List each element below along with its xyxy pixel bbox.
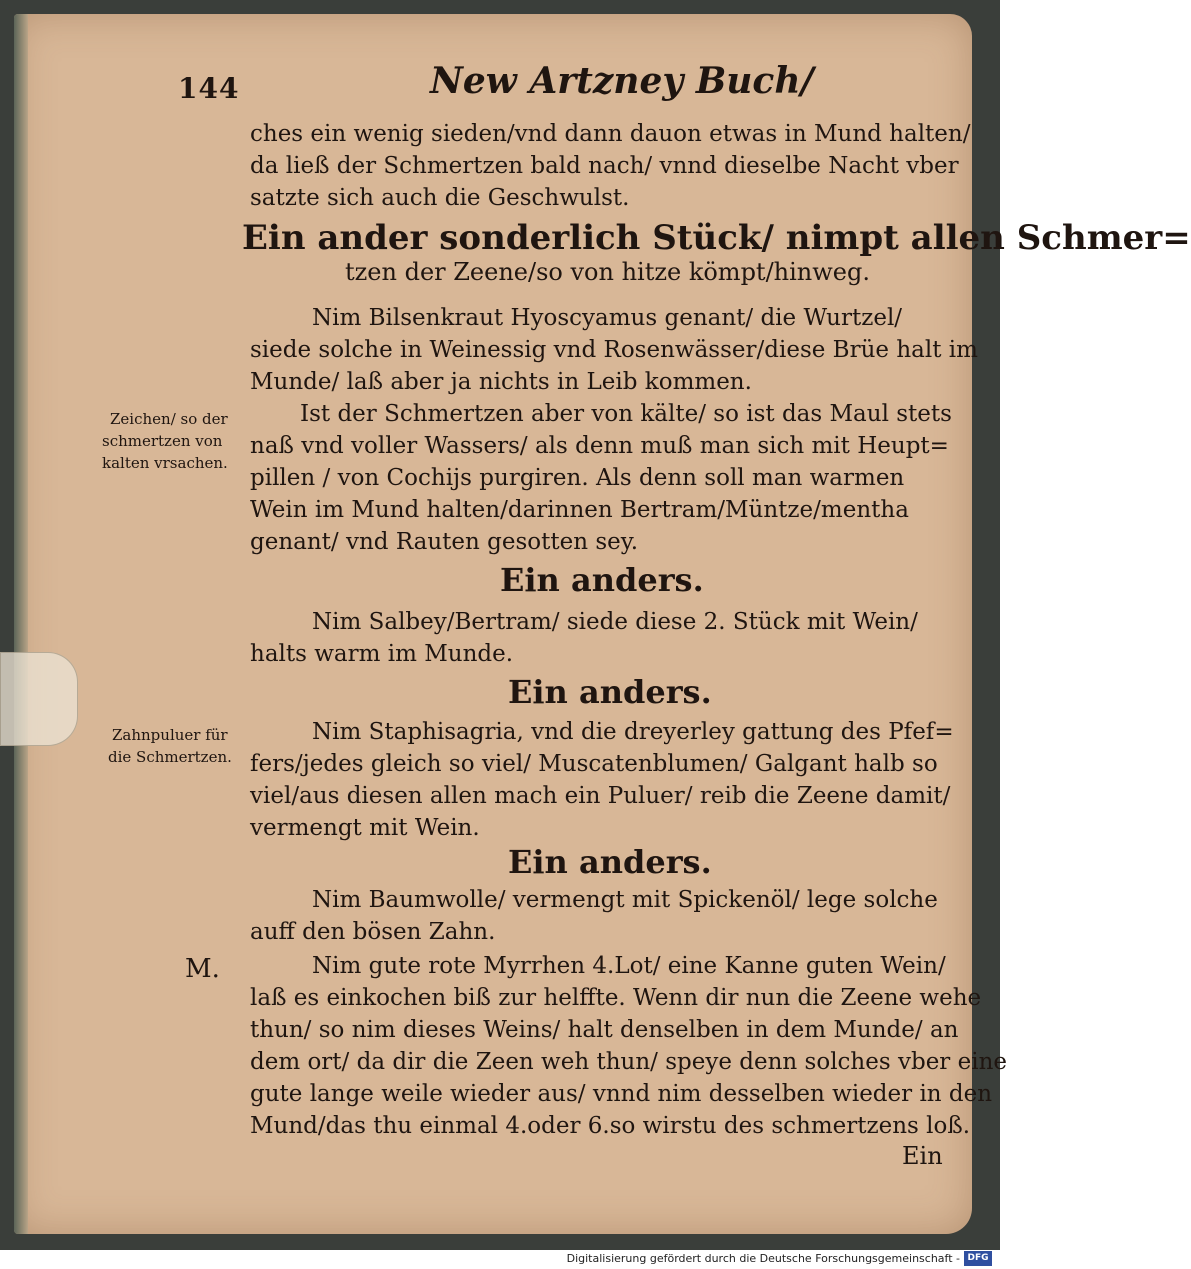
text-line: da ließ der Schmertzen bald nach/ vnnd dieselbe Nacht vber — [250, 153, 959, 179]
margin-note-line: kalten vrsachen. — [102, 454, 228, 472]
text-line: Nim Staphisagria, vnd die dreyerley gattung des Pfef= — [312, 719, 954, 745]
text-line: Nim Baumwolle/ vermengt mit Spickenöl/ lege solche — [312, 887, 938, 913]
text-line: genant/ vnd Rauten gesotten sey. — [250, 529, 639, 555]
text-line: pillen / von Cochijs purgiren. Als denn soll man warmen — [250, 465, 905, 491]
text-line: ches ein wenig sieden/vnd dann dauon etwas in Mund halten/ — [250, 121, 971, 147]
margin-letter: M. — [185, 954, 220, 984]
text-line: satzte sich auch die Geschwulst. — [250, 185, 630, 211]
text-line: auff den bösen Zahn. — [250, 919, 496, 945]
section-heading: Ein anders. — [508, 843, 712, 881]
text-line: halts warm im Munde. — [250, 641, 514, 667]
margin-note-line: Zahnpuluer für — [112, 726, 228, 744]
section-heading: Ein ander sonderlich Stück/ nimpt allen Schmer= — [242, 218, 1191, 258]
margin-note-line: die Schmertzen. — [108, 748, 232, 766]
page-binding-edge — [14, 14, 28, 1234]
text-line: gute lange weile wieder aus/ vnnd nim desselben wieder in den — [250, 1081, 993, 1107]
text-line: siede solche in Weinessig vnd Rosenwässer/diese Brüe halt im — [250, 337, 978, 363]
text-line: Nim gute rote Myrrhen 4.Lot/ eine Kanne guten Wein/ — [312, 953, 946, 979]
text-line: Nim Bilsenkraut Hyoscyamus genant/ die Wurtzel/ — [312, 305, 903, 331]
text-line: fers/jedes gleich so viel/ Muscatenblumen/ Galgant halb so — [250, 751, 938, 777]
section-heading-continuation: tzen der Zeene/so von hitze kömpt/hinweg. — [345, 258, 870, 286]
text-line: Mund/das thu einmal 4.oder 6.so wirstu des schmertzens loß. — [250, 1113, 971, 1139]
margin-note-line: Zeichen/ so der — [110, 410, 228, 428]
running-head: New Artzney Buch/ — [430, 60, 814, 102]
text-line: Munde/ laß aber ja nichts in Leib kommen. — [250, 369, 752, 395]
margin-note-line: schmertzen von — [102, 432, 223, 450]
text-line: laß es einkochen biß zur helffte. Wenn dir nun die Zeene wehe — [250, 985, 982, 1011]
page-clip — [0, 652, 78, 746]
text-line: viel/aus diesen allen mach ein Puluer/ reib die Zeene damit/ — [250, 783, 951, 809]
section-heading: Ein anders. — [508, 673, 712, 711]
text-line: naß vnd voller Wassers/ als denn muß man sich mit Heupt= — [250, 433, 949, 459]
dfg-logo: DFG — [964, 1251, 992, 1266]
text-line: thun/ so nim dieses Weins/ halt denselben in dem Munde/ an — [250, 1017, 959, 1043]
text-line: Nim Salbey/Bertram/ siede diese 2. Stück mit Wein/ — [312, 609, 918, 635]
text-line: Wein im Mund halten/darinnen Bertram/Müntze/mentha — [250, 497, 909, 523]
text-line: Ist der Schmertzen aber von kälte/ so ist das Maul stets — [300, 401, 952, 427]
section-heading: Ein anders. — [500, 561, 704, 599]
catchword: Ein — [902, 1142, 943, 1170]
text-line: dem ort/ da dir die Zeen weh thun/ speye denn solches vber eine — [250, 1049, 1008, 1075]
page-number: 144 — [178, 72, 240, 105]
text-line: vermengt mit Wein. — [250, 815, 480, 841]
footer-credit: Digitalisierung gefördert durch die Deutsche Forschungsgemeinschaft - — [566, 1252, 960, 1265]
